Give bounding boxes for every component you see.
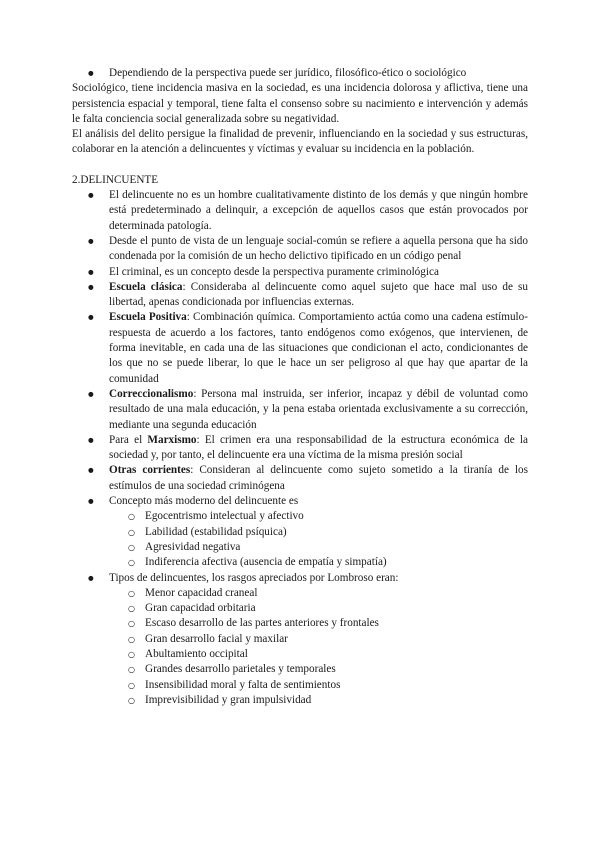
list-item: ● El criminal, es un concepto desde la perspectiva puramente criminológica (72, 265, 528, 280)
sublist-item: ○ Agresividad negativa (109, 540, 528, 555)
sublist-item: ○ Egocentrismo intelectual y afectivo (109, 509, 528, 524)
sublist-item: ○ Gran capacidad orbitaria (109, 601, 528, 616)
delincuente-list (72, 188, 528, 708)
list-item: ● Desde el punto de vista de un lenguaje social-común se refiere a aquella persona que ha sido condenada por la comisión de un hecho delictivo tipificado en un código penal (72, 234, 528, 265)
sublist-item: ○ Menor capacidad craneal (109, 586, 528, 601)
term-marxismo: Marxismo (147, 433, 197, 446)
list-item (72, 571, 528, 709)
intro-bullet (72, 66, 528, 81)
intro-paragraph-1: Sociológico, tiene incidencia masiva en la sociedad, es una incidencia dolorosa y aflictiva, tiene una persistencia espacial y temporal, tiene falta el consenso sobre su nacimiento e intervención y además le falta conciencia social generalizada sobre su negatividad. (72, 82, 528, 125)
list-item: ● Para el Marxismo: El crimen era una responsabilidad de la estructura económica de la sociedad y, por tanto, el delincuente era una víctima de la misma presión social (72, 433, 528, 464)
list-item: ● Correccionalismo: Persona mal instruida, ser inferior, incapaz y débil de voluntad como resultado de una mala educación, y la pena estaba orientada exclusivamente a su corrección, mediante una segunda educación (72, 387, 528, 433)
sublist-item: ○ Insensibilidad moral y falta de sentimientos (109, 678, 528, 693)
sublist-item: ○ Grandes desarrollo parietales y temporales (109, 662, 528, 677)
lombroso-sublist (109, 586, 528, 708)
term-escuela-clasica: Escuela clásica (109, 280, 183, 293)
list-item: ● Otras corrientes: Consideran al delincuente como sujeto sometido a la tiranía de los estímulos de una sociedad criminógena (72, 463, 528, 494)
sublist-item: ○ Escaso desarrollo de las partes anteriores y frontales (109, 616, 528, 631)
intro-bullet-text: Dependiendo de la perspectiva puede ser jurídico, filosófico-ético o sociológico (109, 67, 467, 79)
section-heading: 2.DELINCUENTE (72, 173, 159, 186)
document-page (72, 66, 528, 708)
list-item: ● Escuela clásica: Consideraba al delincuente como aquel sujeto que hace mal uso de su libertad, apenas condicionada por influencias externas. (72, 280, 528, 311)
sublist-item: ○ Gran desarrollo facial y maxilar (109, 632, 528, 647)
sublist-item: ○ Abultamiento occipital (109, 647, 528, 662)
lombroso-label: Tipos de delincuentes, los rasgos apreciados por Lombroso eran: (109, 571, 399, 584)
term-otras-corrientes: Otras corrientes (109, 464, 191, 477)
modern-concept-sublist (109, 509, 528, 570)
section-spacer (72, 158, 528, 173)
list-item: ● Escuela Positiva: Combinación química. Comportamiento actúa como una cadena estímulo-respuesta de acuerdo a los factores, tanto endógenos como exógenos, que intervienen, de forma inevitable, en cada una de las situaciones que condicionan el acto, condicionantes de los que no se puede liberar, lo que le hace un ser peligroso al que hay que apartar de la comunidad (72, 310, 528, 386)
sublist-item: ○ Imprevisibilidad y gran impulsividad (109, 693, 528, 708)
list-item (72, 494, 528, 570)
sublist-item: ○ Indiferencia afectiva (ausencia de empatía y simpatía) (109, 555, 528, 570)
term-escuela-positiva: Escuela Positiva (109, 311, 187, 324)
term-correccionalismo: Correccionalismo (109, 387, 194, 400)
intro-paragraph-2: El análisis del delito persigue la finalidad de prevenir, influenciando en la sociedad y sus estructuras, colaborar en la atención a delincuentes y víctimas y evaluar su incidencia en la población. (72, 128, 528, 156)
sublist-item: ○ Labilidad (estabilidad psíquica) (109, 525, 528, 540)
modern-concept-label: Concepto más moderno del delincuente es (109, 495, 299, 508)
list-item: ● El delincuente no es un hombre cualitativamente distinto de los demás y que ningún hombre está predeterminado a delinquir, a excepción de aquellos casos que están provocados por determinada patología. (72, 188, 528, 234)
